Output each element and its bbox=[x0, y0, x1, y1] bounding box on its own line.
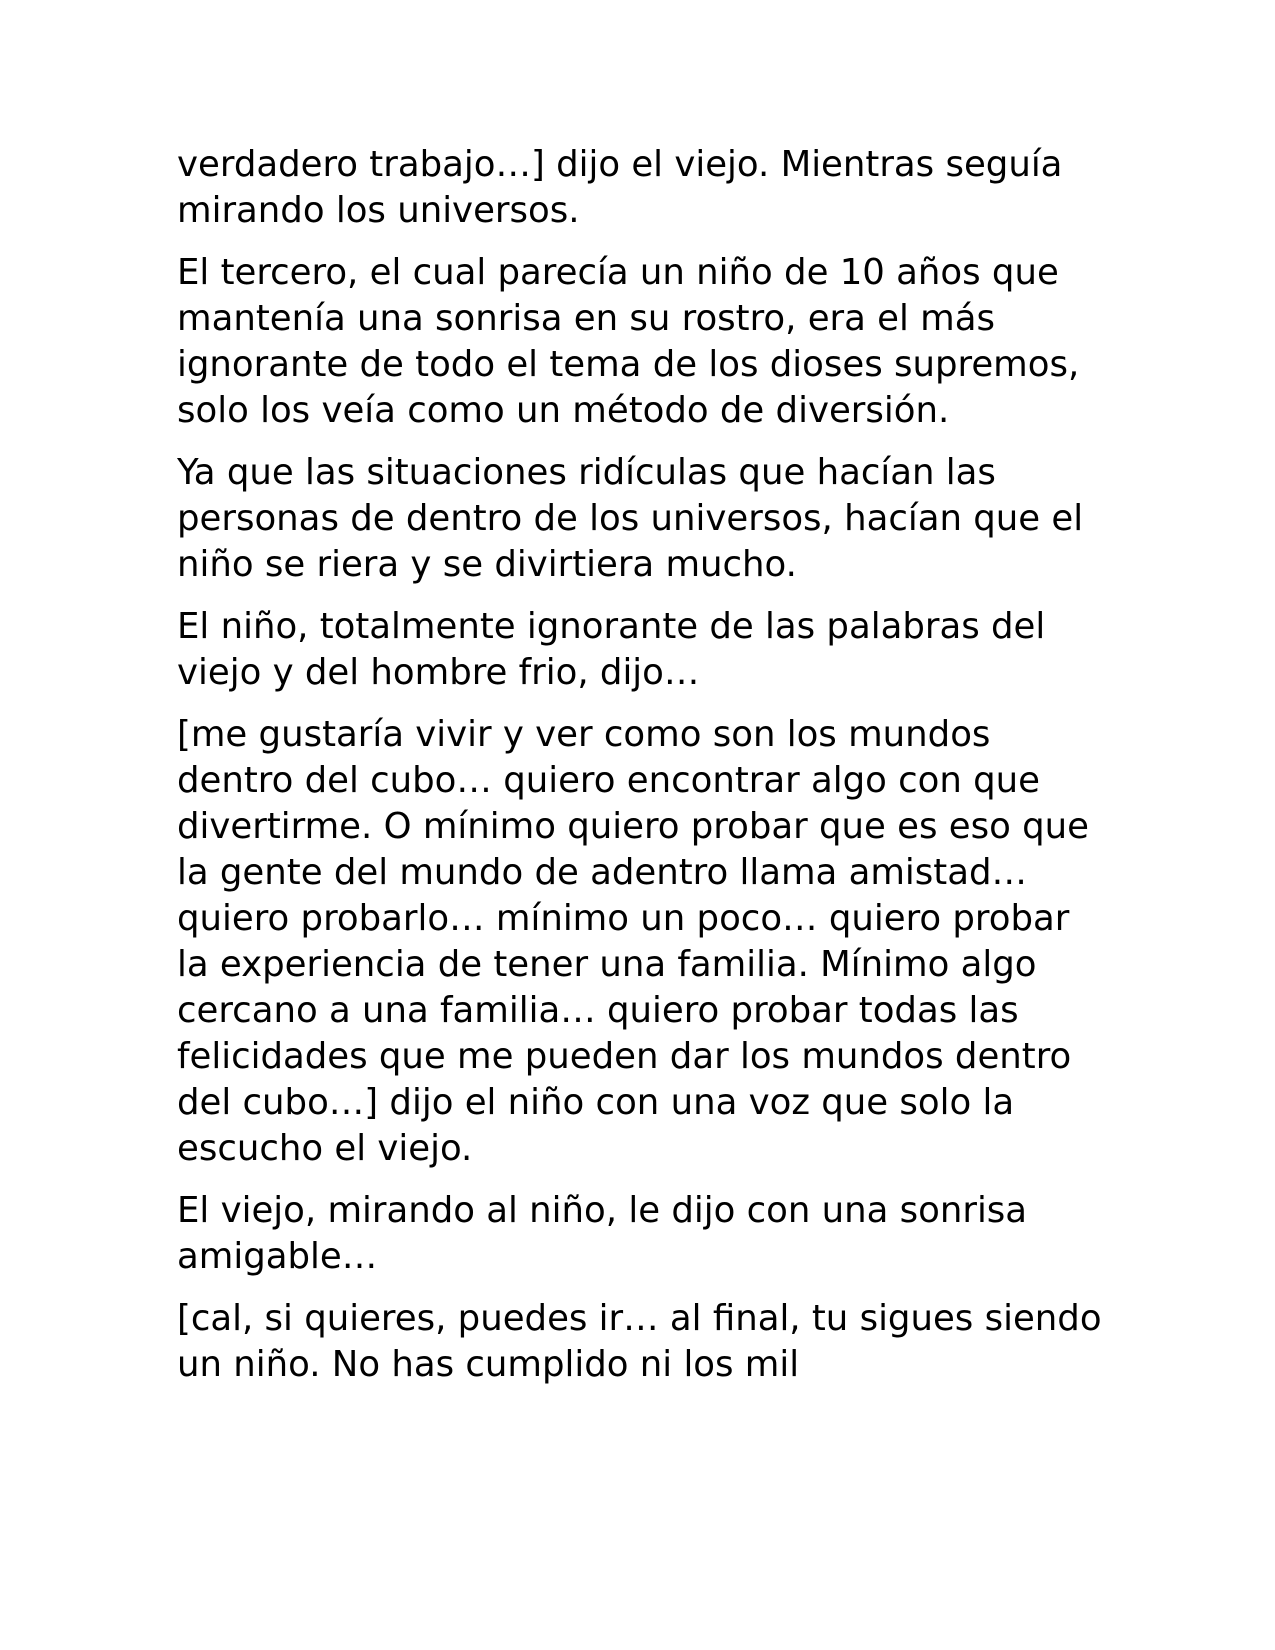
paragraph: El viejo, mirando al niño, le dijo con una sonrisa amigable… bbox=[177, 1190, 1028, 1277]
paragraph: El niño, totalmente ignorante de las palabras del viejo y del hombre frio, dijo… bbox=[177, 606, 1046, 693]
paragraph: El tercero, el cual parecía un niño de 10 años que mantenía una sonrisa en su rostro, era el más ignorante de todo el tema de los dioses supremos, solo los veía como un método de diversión. bbox=[177, 252, 1080, 431]
paragraph: verdadero trabajo…] dijo el viejo. Mientras seguía mirando los universos. bbox=[177, 144, 1063, 231]
paragraph: [cal, si quieres, puedes ir… al final, tu sigues siendo un niño. No has cumplido ni los mil bbox=[177, 1298, 1102, 1385]
paragraph: Ya que las situaciones ridículas que hacían las personas de dentro de los universos, hacían que el niño se riera y se divirtiera mucho. bbox=[177, 452, 1084, 585]
paragraph: [me gustaría vivir y ver como son los mundos dentro del cubo… quiero encontrar algo con que divertirme. O mínimo quiero probar que es eso que la gente del mundo de adentro llama amistad… quiero probarlo… mínimo un poco… quiero probar la experiencia de tener una familia. Mínimo algo cercano a una familia… quiero probar todas las felicidades que me pueden dar los mundos dentro del cubo…] dijo el niño con una voz que solo la escucho el viejo. bbox=[177, 714, 1089, 1169]
document-body bbox=[177, 142, 1107, 1404]
